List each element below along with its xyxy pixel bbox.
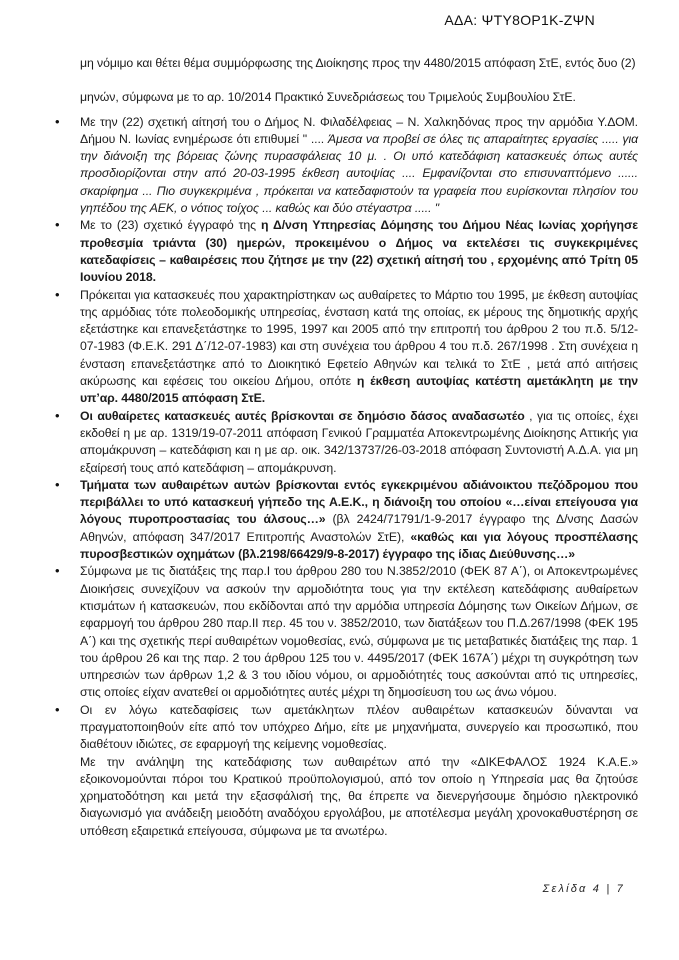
text-segment: Πρόκειται για κατασκευές που χαρακτηρίστηκαν ως αυθαίρετες το Μάρτιο του 1995, με έκθεση αυτοψίας της αρμόδιας τότε πολεοδομικής υπηρεσίας, ένσταση κατά της οποίας, εκ μέρους της δημοτικής αρχής εξετάστηκε και επανεξετάστηκε το 1995, 1997 και 2005 από την επιτροπή του άρθρου 2 του π.δ. 5/12-07-1983 (Φ.Ε.Κ. 291 Δ΄/12-07-1983) και στη συνέχεια του άρθρου 4 του π.δ. 267/1998 . Στη συνέχεια η ένσταση επανεξετάστηκε από το Διοικητικό Εφετείο Αθηνών και τελικά το ΣτΕ , μετά από αιτήσεις ακύρωσης και εφέσεις του οικείου Δήμου, οπότε bbox=[80, 287, 638, 389]
bullet-item bbox=[55, 701, 638, 754]
bullet-text bbox=[80, 703, 638, 752]
bullet-icon: • bbox=[55, 286, 60, 302]
bullet-text bbox=[80, 564, 638, 699]
bullet-icon: • bbox=[55, 701, 60, 717]
text-segment: η έκθεση αυτοψίας κατέστη αμετάκλητη με την υπ’αρ. 4480/2015 απόφαση ΣτΕ. bbox=[80, 374, 639, 406]
text-segment: Οι εν λόγω κατεδαφίσεις των αμετάκλητων πλέον αυθαιρέτων κατασκευών δύνανται να πραγματοποιηθούν είτε από τον υπόχρεο Δήμο, είτε με μηχανήματα, συνεργείο και προσωπικό, που διαθέτουν ιδιώτες, σε εφαρμογή της κείμενης νομοθεσίας. bbox=[80, 702, 638, 752]
page-number: Σελίδα 4 | 7 bbox=[542, 883, 625, 895]
bullet-text bbox=[80, 218, 638, 284]
bullet-icon: • bbox=[55, 113, 60, 129]
bullet-item bbox=[55, 286, 639, 408]
text-segment: «καθώς και για λόγους προσπέλασης πυροσβεστικών οχημάτων (βλ.2198/66429/9-8-2017) έγγραφο της ίδιας Διεύθυνσης…» bbox=[80, 529, 638, 562]
text-segment: η Δ/νση Υπηρεσίας Δόμησης του Δήμου Νέας Ιωνίας χορήγησε προθεσμία τριάντα (30) ημερών, προκειμένου ο Δήμος να εκτελέσει τις συγκεκριμένες κατεδαφίσεις – καθαιρέσεις που ζήτησε με την (22) σχετική αίτησή του , ερχομένης από Τρίτη 05 Ιουνίου 2018. bbox=[80, 218, 638, 285]
bullet-text bbox=[80, 115, 638, 215]
closing-paragraph bbox=[80, 754, 638, 840]
ada-code: ΑΔΑ: ΨΤΥ8ΟΡ1Κ-ΖΨΝ bbox=[444, 12, 595, 28]
bullet-item bbox=[55, 217, 638, 286]
document-body bbox=[55, 55, 639, 840]
bullet-text bbox=[80, 478, 638, 561]
text-segment: Με την (22) σχετική αίτησή του ο Δήμος Ν. Φιλαδέλφειας – Ν. Χαλκηδόνας προς την αρμόδια Υ.ΔΟΜ. Δήμου Ν. Ιωνίας ενημέρωσε ότι επιθυμεί " .... bbox=[80, 114, 638, 146]
text-segment: Με την ανάληψη της κατεδάφισης των αυθαιρέτων από την «ΔΙΚΕΦΑΛΟΣ 1924 Κ.Α.Ε.» εξοικονομούνται πόροι του Κρατικού προϋπολογισμού, από τον οποίο η Υπηρεσία μας θα ζητούσε χρηματοδότηση και μετά την εξασφάλισή της, θα έπρεπε να διενεργήσουμε δημόσιο ηλεκτρονικό διαγωνισμό για ανάδειξη μειοδότη αναδόχου εργολάβου, με αποτέλεσμα μεγάλη χρονοκαθυστέρηση σε υπόθεση εξαιρετικά επείγουσα, σύμφωνα με τα ανωτέρω. bbox=[80, 754, 638, 838]
bullet-item bbox=[55, 113, 638, 218]
bullet-icon: • bbox=[55, 217, 60, 233]
bullet-icon: • bbox=[55, 563, 60, 579]
bullet-item bbox=[55, 563, 638, 701]
text-segment: Σύμφωνα με τις διατάξεις της παρ.Ι του άρθρου 280 του Ν.3852/2010 (ΦΕΚ 87 Α΄), οι Αποκεντρωμένες Διοικήσεις συνεχίζουν να ασκούν την αρμοδιότητα τους για την εκτέλεση κατεδάφισης αυθαίρετων κτισμάτων ή κατασκευών, που εκδίδονται από την αρμόδια υπηρεσία Δόμησης των Οικείων Δήμων, σε εφαρμογή του άρθρου 280 παρ.ΙΙ περ. 45 του ν. 3852/2010, των διατάξεων του Π.Δ.267/1998 (ΦΕΚ 195 Α΄) και της σχετικής περί αυθαιρέτων νομοθεσίας, ενώ, σύμφωνα με τις μεταβατικές διατάξεις της παρ. 1 του άρθρου 26 και της παρ. 2 του άρθρου 125 του ν. 4495/2017 (ΦΕΚ 167Α΄) μέχρι τη συγκρότηση των υπηρεσιών των άρθρων 1,2 & 3 του ιδίου νόμου, οι αρμοδιότητές τους ασκούνται από τις υπηρεσίες, στις οποίες είχαν ανατεθεί οι αρμοδιότητες αυτές μέχρι τη δημοσίευση του ως άνω νόμου. bbox=[80, 564, 638, 700]
bullet-icon: • bbox=[55, 476, 60, 492]
bullet-icon: • bbox=[55, 407, 60, 423]
bullet-text bbox=[80, 288, 638, 406]
text-segment: Οι αυθαίρετες κατασκευές αυτές βρίσκονται σε δημόσιο δάσος αναδασωτέο bbox=[80, 408, 525, 423]
text-segment: , για τις οποίες, έχει εκδοθεί η με αρ. 1319/19-07-2011 απόφαση Γενικού Γραμματέα Αποκεντρωμένης Διοίκησης Αττικής για απομάκρυνση – κατεδάφιση και η με αρ. οικ. 342/13737/26-03-2018 απόφαση Συντονιστή Α.Δ.Α. για μη εξαίρεσή τους από κατεδάφιση – απομάκρυνση. bbox=[80, 408, 638, 475]
intro-paragraph-2: μηνών, σύμφωνα με το αρ. 10/2014 Πρακτικό Συνεδριάσεως του Τριμελούς Συμβουλίου ΣτΕ. bbox=[80, 90, 576, 105]
intro-paragraph-1: μη νόμιμο και θέτει θέμα συμμόρφωσης της Διοίκησης προς την 4480/2015 απόφαση ΣτΕ, εντός δυο (2) bbox=[80, 56, 636, 70]
bullet-text bbox=[80, 409, 638, 475]
text-segment: Άμεσα να προβεί σε όλες τις απαραίτητες εργασίες ..... για την διάνοιξη της βόρειας ζώνης πυρασφάλειας 10 μ. . Οι υπό κατεδάφιση κατασκευές όπως αυτές προσδιορίζονται στην από 20-03-1995 έκθεση αυτοψίας .... Εμφανίζονται στο επισυναπτόμενο ...... σκαρίφημα ... Πιο συγκεκριμένα , πρόκειται να κατεδαφιστούν τα γραφεία που ευρίσκονται πλησίον του γηπέδου της ΑΕΚ, ο νότιος τοίχος ... καθώς και δύο στέγαστρα ..... " bbox=[80, 131, 638, 216]
bullet-list bbox=[55, 113, 639, 754]
text-segment: (βλ 2424/71791/1-9-2017 έγγραφο της Δ/νσης Δασών Αθηνών, απόφαση 347/2017 Επιτροπής Αναστολών ΣτΕ), bbox=[80, 512, 638, 544]
text-segment: Με το (23) σχετικό έγγραφό της bbox=[80, 218, 262, 233]
bullet-item bbox=[55, 476, 638, 563]
text-segment: Τμήματα των αυθαιρέτων αυτών βρίσκονται εντός εγκεκριμένου αδιάνοικτου πεζόδρομου που περιβάλλει το υπό κατασκευή γήπεδο της Α.Ε.Κ., η διάνοιξη του οποίου «…είναι επείγουσα για λόγους πυροπροστασίας του άλσους…» bbox=[80, 477, 638, 527]
bullet-item bbox=[55, 407, 638, 477]
